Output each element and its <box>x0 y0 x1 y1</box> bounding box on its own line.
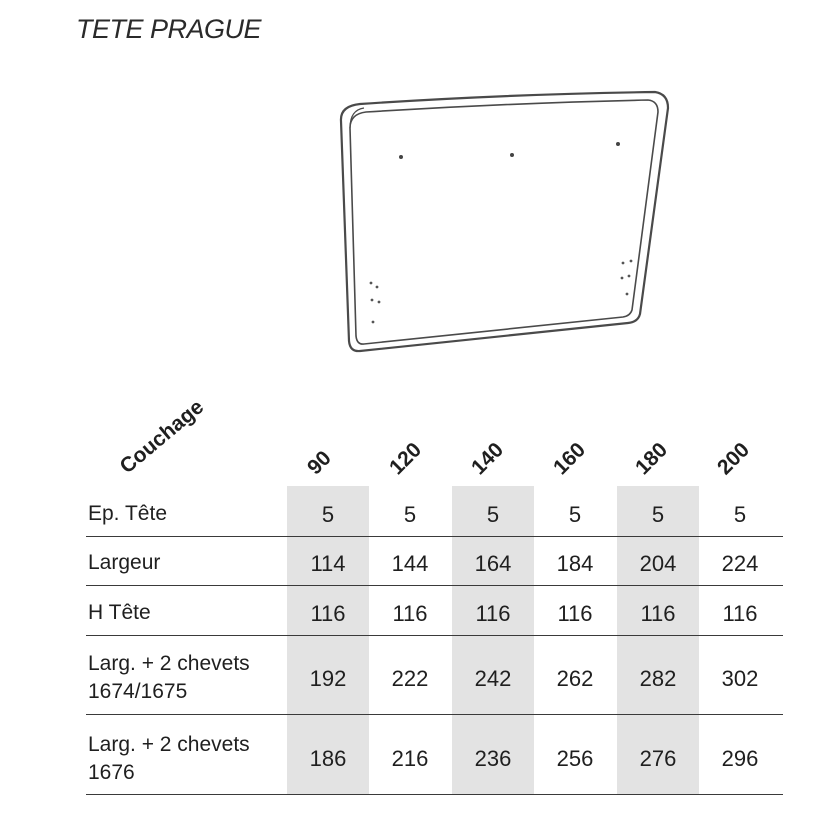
size-header-120: 120 <box>385 438 427 480</box>
table-row-ep-tete <box>86 486 783 537</box>
cell-140: 164 <box>474 551 512 576</box>
table-row-larg-chevets-1676 <box>86 715 783 795</box>
cell-90: 5 <box>321 502 335 527</box>
cell-180: 282 <box>639 666 677 691</box>
cell-180: 5 <box>651 502 665 527</box>
cell-200: 116 <box>722 601 758 626</box>
table-row-largeur <box>86 537 783 586</box>
cell-200: 302 <box>721 666 759 691</box>
cell-90: 186 <box>309 746 347 771</box>
cell-180: 204 <box>639 551 677 576</box>
cell-200: 224 <box>721 551 759 576</box>
size-header-140: 140 <box>467 438 509 480</box>
row-label: Larg. + 2 chevets 1676 <box>88 733 250 784</box>
row-label: H Tête <box>88 601 151 624</box>
size-header-200: 200 <box>713 438 755 480</box>
size-header-180: 180 <box>631 438 673 480</box>
page-title: TETE PRAGUE <box>76 14 262 44</box>
headboard-illustration <box>330 86 675 361</box>
cell-180: 276 <box>639 746 677 771</box>
row-label: Largeur <box>88 551 161 574</box>
cell-160: 116 <box>557 601 593 626</box>
cell-120: 144 <box>391 551 429 576</box>
cell-140: 116 <box>475 601 511 626</box>
table-row-h-tete <box>86 586 783 636</box>
cell-180: 116 <box>640 601 676 626</box>
cell-140: 242 <box>474 666 512 691</box>
cell-120: 5 <box>403 502 417 527</box>
cell-90: 114 <box>310 551 346 576</box>
size-header-90: 90 <box>303 446 336 480</box>
cell-120: 222 <box>391 666 429 691</box>
cell-90: 116 <box>310 601 346 626</box>
cell-200: 296 <box>721 746 759 771</box>
size-header-160: 160 <box>549 438 591 480</box>
couchage-label: Couchage <box>115 395 209 479</box>
cell-140: 236 <box>474 746 512 771</box>
cell-140: 5 <box>486 502 500 527</box>
row-label: Ep. Tête <box>88 502 167 525</box>
row-label: Larg. + 2 chevets 1674/1675 <box>88 652 250 703</box>
cell-160: 5 <box>568 502 582 527</box>
cell-160: 256 <box>556 746 594 771</box>
table-row-larg-chevets-1674-1675 <box>86 636 783 715</box>
cell-160: 262 <box>556 666 594 691</box>
cell-120: 216 <box>391 746 429 771</box>
cell-90: 192 <box>309 666 347 691</box>
cell-160: 184 <box>556 551 594 576</box>
cell-200: 5 <box>733 502 747 527</box>
cell-120: 116 <box>392 601 428 626</box>
